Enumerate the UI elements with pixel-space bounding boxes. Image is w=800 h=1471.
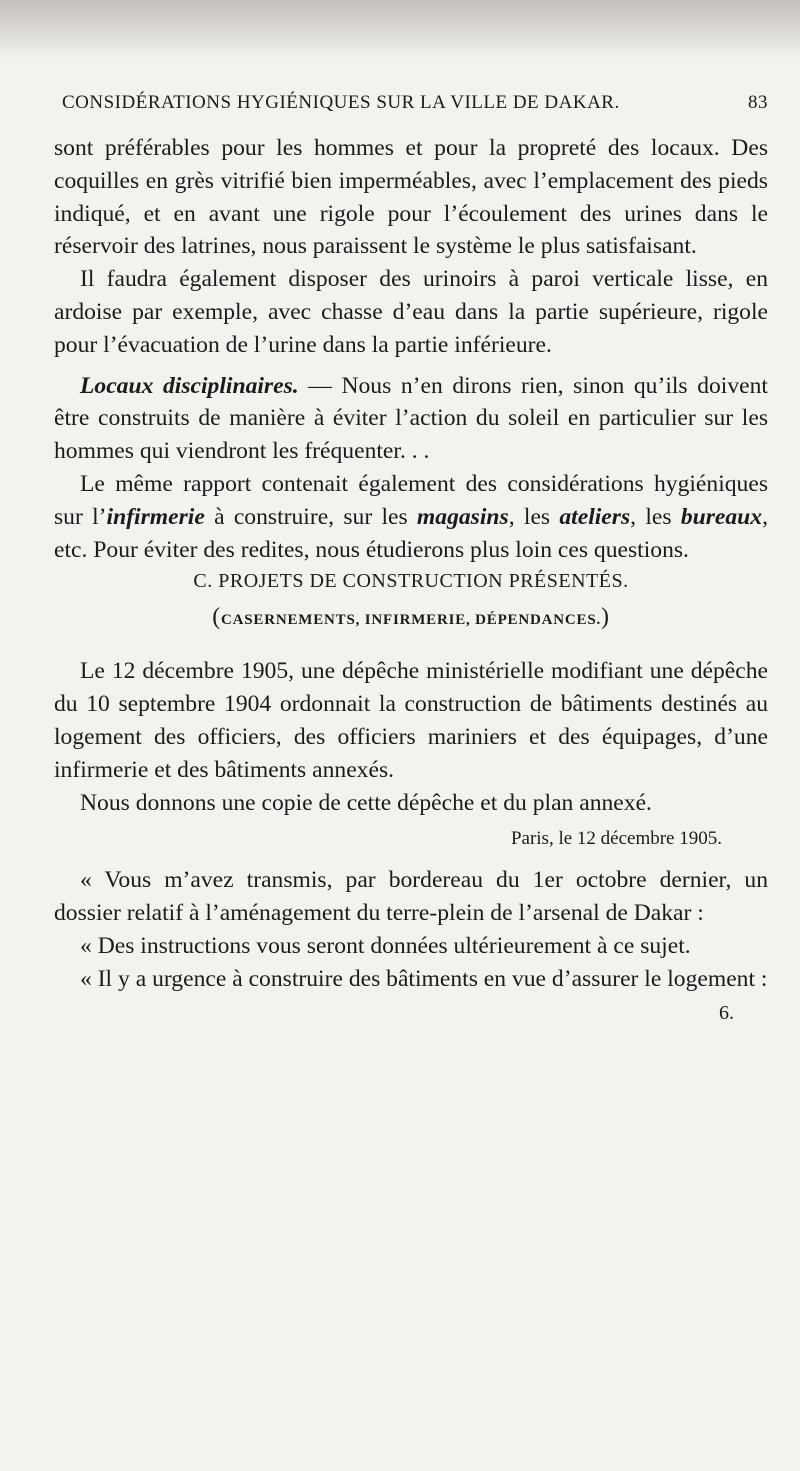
report-text-c: à construire, sur les xyxy=(204,503,417,530)
letter-date: Paris, le 12 décembre 1905. xyxy=(510,828,722,850)
section-subtitle xyxy=(54,602,768,635)
open-paren: ( xyxy=(212,604,221,631)
running-header xyxy=(62,92,768,122)
term-infirmerie: infirmerie xyxy=(106,503,205,530)
paragraph-ministerial-dispatch: Le 12 décembre 1905, une dépêche ministérielle modifiant une dépêche du 10 septembre 1904 ordonnait la construction de bâtiments destinés au logement des officiers, des officiers mariniers et des équipages, d’une infirmerie et des bâtiments annexés. xyxy=(54,658,768,783)
term-bureaux: bureaux xyxy=(680,503,763,530)
paragraph-heading: Locaux disciplinaires. xyxy=(80,372,299,399)
paragraph-copy-note: Nous donnons une copie de cette dépêche et du plan annexé. xyxy=(80,789,652,816)
letter-paragraph-2: « Des instructions vous seront données ultérieurement à ce sujet. xyxy=(80,932,691,959)
letter-paragraph-3: « Il y a urgence à construire des bâtiments en vue d’assurer le logement : xyxy=(80,965,768,992)
running-title: CONSIDÉRATIONS HYGIÉNIQUES SUR LA VILLE DE DAKAR. xyxy=(62,92,620,113)
term-ateliers: ateliers xyxy=(559,503,631,530)
report-text-a: Le même rapport contenait également des considérations hygiéniques sur l’ xyxy=(54,470,768,530)
paragraph-urinals-continued: sont préférables pour les hommes et pour la propreté des locaux. Des coquilles en grès vitrifié bien imperméables, avec l’emplacement des pieds indiqué, et en avant une rigole pour l’écoulement des urines dans le réservoir des latrines, nous paraissent le système le plus satisfaisant. xyxy=(54,135,768,260)
close-paren: ) xyxy=(601,604,610,631)
paragraph-urinals-wall: Il faudra également disposer des urinoirs à paroi verticale lisse, en ardoise par exemple, avec chasse d’eau dans la partie supérieure, rigole pour l’évacuation de l’urine dans la partie inférieure. xyxy=(54,266,768,358)
paragraph-disciplinary xyxy=(54,370,768,468)
report-text-g: , les xyxy=(630,503,681,530)
paragraph-disciplinary-text: — Nous n’en dirons rien, sinon qu’ils doivent être construits de manière à éviter l’action du soleil en particulier sur les hommes qui viendront les fréquenter. . . xyxy=(54,372,768,465)
report-text-i: , etc. Pour éviter des redites, nous étudierons plus loin ces questions. xyxy=(54,503,769,563)
letter-paragraph-1: « Vous m’avez transmis, par bordereau du 1er octobre dernier, un dossier relatif à l’aménagement du terre-plein de l’arsenal de Dakar : xyxy=(54,867,768,926)
page-number: 83 xyxy=(748,92,768,113)
page-text xyxy=(54,132,768,1030)
section-subtitle-text: CASERNEMENTS, INFIRMERIE, DÉPENDANCES. xyxy=(220,612,602,629)
section-title: C. PROJETS DE CONSTRUCTION PRÉSENTÉS. xyxy=(193,570,629,593)
paragraph-report xyxy=(54,468,768,566)
term-magasins: magasins xyxy=(416,503,509,530)
report-text-e: , les xyxy=(508,503,560,530)
signature-folio: 6. xyxy=(719,1002,734,1025)
